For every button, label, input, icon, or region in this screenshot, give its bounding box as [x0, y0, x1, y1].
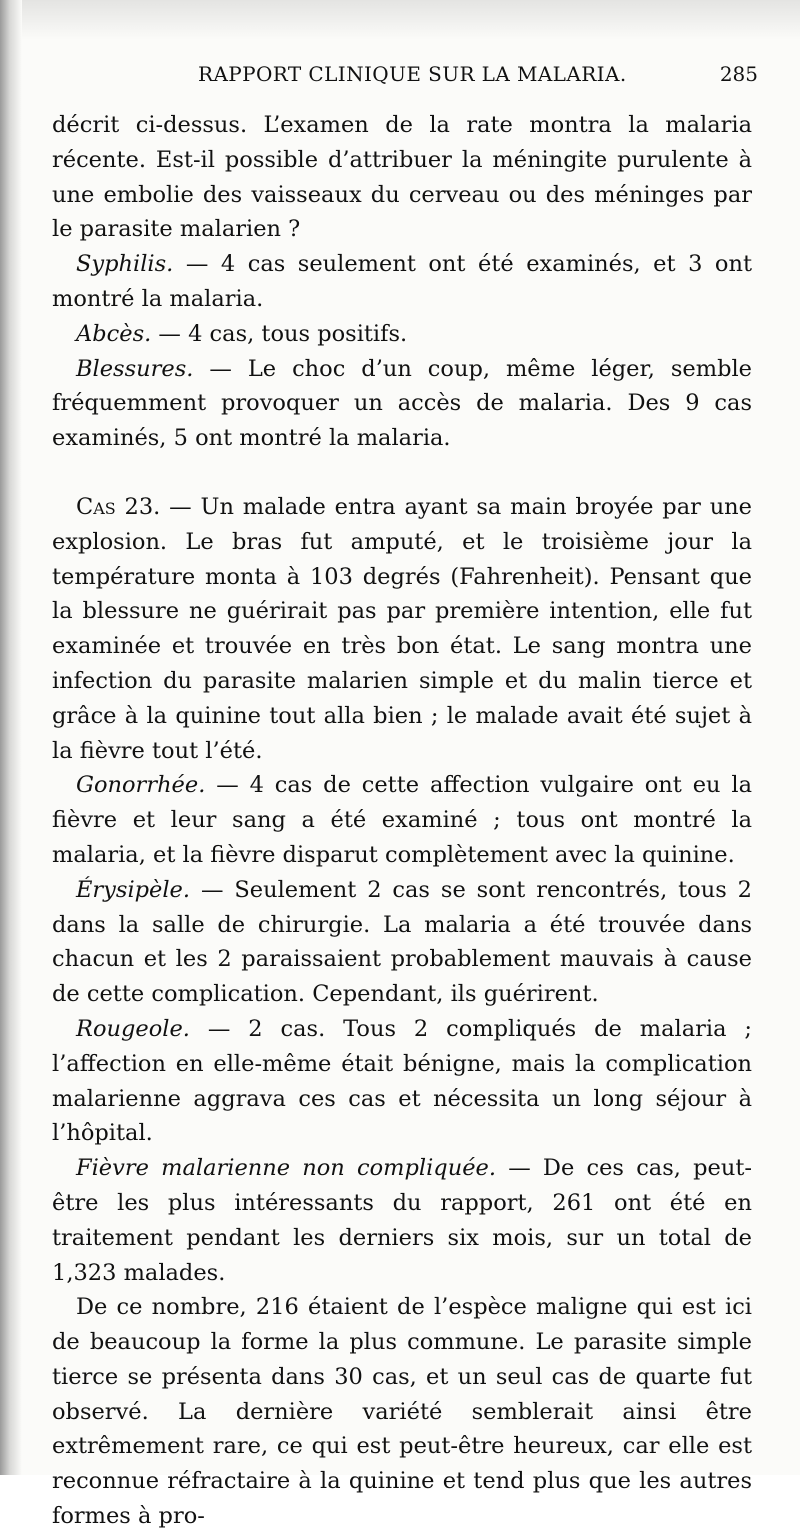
section-term: Érysipèle.: [76, 876, 191, 903]
paragraph-gap: [52, 456, 752, 490]
paragraph-continuation: [52, 108, 752, 247]
page-binding-shadow: [0, 0, 22, 1475]
section-term: Rougeole.: [76, 1015, 190, 1042]
paragraph-fievre-malarienne: [52, 1151, 752, 1290]
paragraph-abces: [52, 317, 752, 352]
section-term: Syphilis.: [76, 251, 174, 278]
paragraph-text: — 2 cas. Tous 2 compliqués de malaria ; l’affection en elle-même était bénigne, mais la complication malarienne aggrava ces cas et nécessita un long séjour à l’hôpital.: [52, 1015, 752, 1147]
paragraph-text: — 4 cas seulement ont été examinés, et 3 ont montré la malaria.: [52, 251, 752, 312]
paragraph-blessures: [52, 352, 752, 456]
paragraph-rougeole: [52, 1012, 752, 1151]
case-label: Cas: [76, 493, 116, 520]
section-term: Blessures.: [76, 355, 194, 382]
page-header: [198, 62, 758, 92]
paragraph-text: De ce nombre, 216 étaient de l’espèce maligne qui est ici de beaucoup la forme la plus commune. Le parasite simple tierce se présenta dans 30 cas, et un seul cas de quarte fut observé. La dernière variété semblerait ainsi être extrêmement rare, ce qui est peut-être heureux, car elle est reconnue réfractaire à la quinine et tend plus que les autres formes à pro-: [52, 1294, 752, 1530]
paragraph-text: 23. — Un malade entra ayant sa main broyée par une explosion. Le bras fut amputé, et le troisième jour la température monta à 103 degrés (Fahrenheit). Pensant que la blessure ne guérirait pas par première intention, elle fut examinée et trouvée en très bon état. Le sang montra une infection du parasite malarien simple et du malin tierce et grâce à la quinine tout alla bien ; le malade avait été sujet à la fièvre tout l’été.: [52, 493, 752, 764]
paragraph-text: — Seulement 2 cas se sont rencontrés, tous 2 dans la salle de chirurgie. La malaria a été trouvée dans chacun et les 2 paraissaient probablement mauvais à cause de cette complication. Cependant, ils guérirent.: [52, 876, 752, 1008]
running-head: RAPPORT CLINIQUE SUR LA MALARIA.: [198, 62, 627, 86]
paragraph-erysipele: [52, 873, 752, 1012]
paragraph-syphilis: [52, 247, 752, 317]
paragraph-text: — 4 cas de cette affection vulgaire ont eu la fièvre et leur sang a été examiné ; tous ont montré la malaria, et la fièvre disparut complètement avec la quinine.: [52, 772, 752, 868]
section-term: Fièvre malarienne non compliquée.: [76, 1155, 496, 1182]
section-term: Gonorrhée.: [76, 772, 206, 799]
paragraph-text: — De ces cas, peut-être les plus intéressants du rapport, 261 ont été en traitement pendant les derniers six mois, sur un total de 1,323 malades.: [52, 1155, 752, 1286]
paragraph-case-23: [52, 490, 752, 768]
body-text: [52, 108, 752, 1534]
paragraph-text: — 4 cas, tous positifs.: [151, 320, 408, 347]
paragraph-text: décrit ci-dessus. L’examen de la rate montra la malaria récente. Est-il possible d’attribuer la méningite purulente à une embolie des vaisseaux du cerveau ou des méninges par le parasite malarien ?: [52, 112, 752, 243]
paragraph-statistics: [52, 1290, 752, 1534]
page-top-shading: [0, 0, 800, 40]
page-number: 285: [719, 62, 758, 86]
paragraph-gonorrhee: [52, 768, 752, 872]
paragraph-text: — Le choc d’un coup, même léger, semble fréquemment provoquer un accès de malaria. Des 9 cas examinés, 5 ont montré la malaria.: [52, 355, 752, 452]
section-term: Abcès.: [76, 320, 152, 347]
